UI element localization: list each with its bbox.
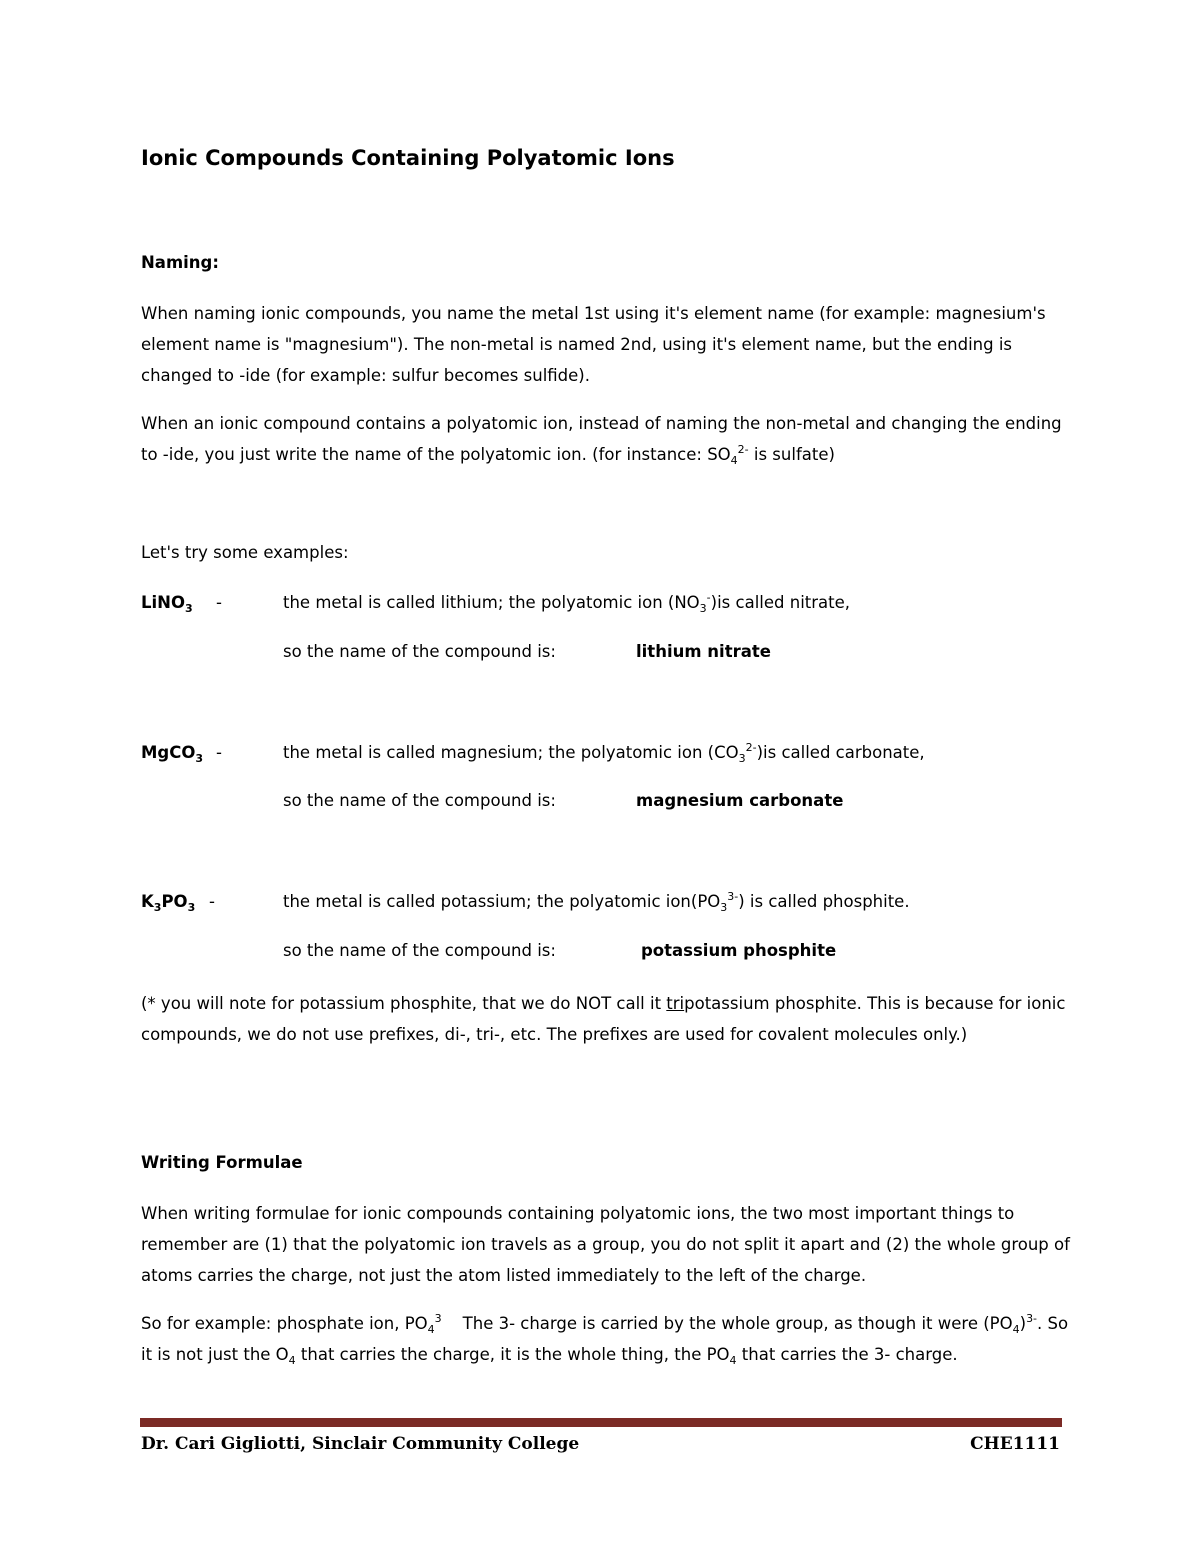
example-description: the metal is called lithium; the polyatomic ion $(NO_3^-)is$ called nitrate,: [283, 591, 851, 615]
example-formula: $K_3PO_3$: [141, 892, 196, 914]
naming-heading: Naming:: [141, 253, 219, 272]
writing-paragraph-2: So for example: phosphate ion, $PO_4^3$ The 3- charge is carried by the whole group, as though it were $(PO_4)^{3-}$. So it is not just the $O_4$ that carries the charge, it is the whole thing, the $PO_4$ that carries the 3- charge.: [141, 1312, 1069, 1367]
example-answer: magnesium carbonate: [636, 791, 844, 810]
example-formula: MgCO$_3$: [141, 743, 204, 765]
writing-formulae-heading: Writing Formulae: [141, 1153, 303, 1172]
naming-paragraph-1: When naming ionic compounds, you name the metal 1st using it's element name (for example: magnesium's element name is "magnesium"). The non-metal is named 2nd, using it's element name, but the ending is changed to -ide (for example: sulfur becomes sulfide).: [141, 304, 1046, 385]
writing-paragraph-1: When writing formulae for ionic compounds containing polyatomic ions, the two most important things to remember are (1) that the polyatomic ion travels as a group, you do not split it apart and (2) the whole group of atoms carries the charge, not just the atom listed immediately to the left of the charge.: [141, 1204, 1070, 1285]
example-dash: -: [216, 743, 222, 762]
page-title: Ionic Compounds Containing Polyatomic Ions: [141, 146, 675, 170]
examples-intro: Let's try some examples:: [141, 543, 349, 562]
footer-author: Dr. Cari Gigliotti, Sinclair Community College: [141, 1434, 580, 1454]
example-formula: LiNO$_3$: [141, 593, 193, 615]
example-description: the metal is called magnesium; the polyatomic ion $(CO_3^{2-})is$ called carbonate,: [283, 741, 925, 765]
example-so-text: so the name of the compound is:: [283, 791, 556, 810]
example-answer: potassium phosphite: [641, 941, 837, 960]
example-answer: lithium nitrate: [636, 642, 771, 661]
example-so-text: so the name of the compound is:: [283, 642, 556, 661]
footer-divider: [140, 1418, 1062, 1427]
prefix-note: (* you will note for potassium phosphite, that we do NOT call it tripotassium phosphite. This is because for ionic compounds, we do not use prefixes, di-, tri-, etc. The prefixes are used for covalent molecules only.): [141, 994, 1066, 1044]
naming-paragraph-2: When an ionic compound contains a polyatomic ion, instead of naming the non-metal and changing the ending to -ide, you just write the name of the polyatomic ion. (for instance: $SO_4^{2-}$ is sulfate): [141, 414, 1062, 467]
footer-course-code: CHE1111: [970, 1434, 1060, 1454]
example-dash: -: [216, 593, 222, 612]
example-dash: -: [209, 892, 215, 911]
example-so-text: so the name of the compound is:: [283, 941, 556, 960]
example-description: the metal is called potassium; the polyatomic $ion(PO_3^{3-})$ is called phosphite.: [283, 890, 910, 914]
